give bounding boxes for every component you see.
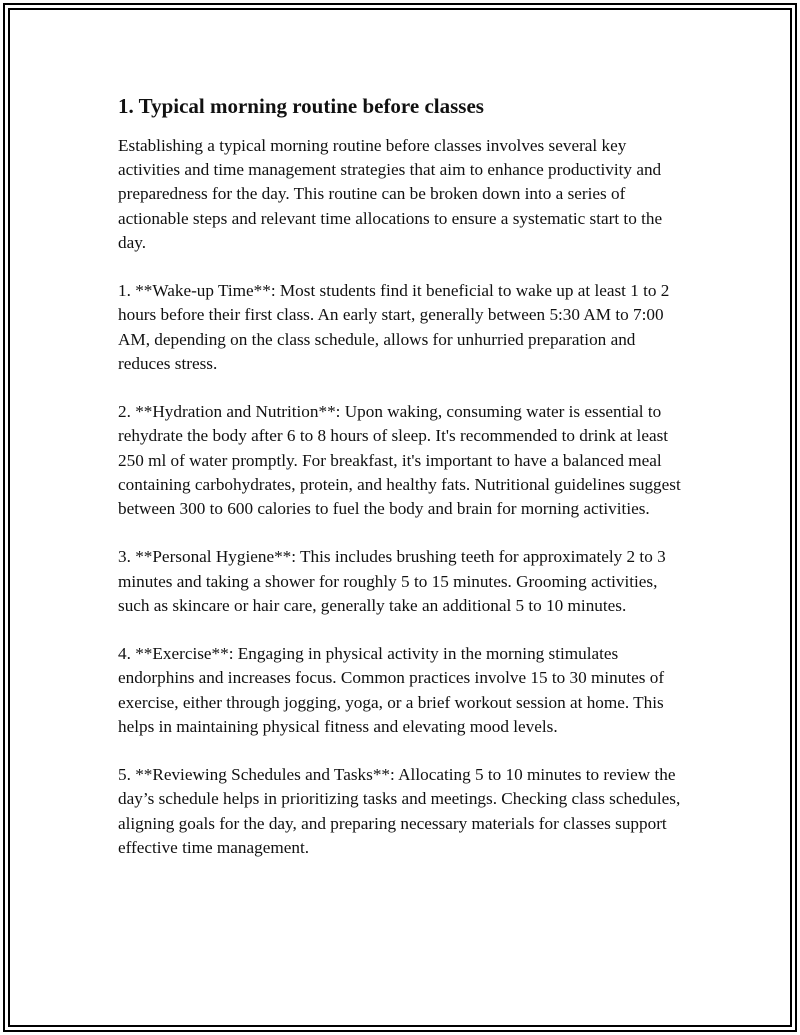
paragraph-wake-up-time: 1. **Wake-up Time**: Most students find it beneficial to wake up at least 1 to 2 hours before their first class. An early start, generally between 5:30 AM to 7:00 AM, depending on the class schedule, allows for unhurried preparation and reduces stress. xyxy=(118,281,670,373)
paragraph-exercise: 4. **Exercise**: Engaging in physical activity in the morning stimulates endorphins and increases focus. Common practices involve 15 to 30 minutes of exercise, either through jogging, yoga, or a brief workout session at home. This helps in maintaining physical fitness and elevating mood levels. xyxy=(118,644,665,736)
section-heading: 1. Typical morning routine before classes xyxy=(118,94,484,118)
document-body xyxy=(118,92,684,884)
paragraph-personal-hygiene: 3. **Personal Hygiene**: This includes brushing teeth for approximately 2 to 3 minutes and taking a shower for roughly 5 to 15 minutes. Grooming activities, such as skincare or hair care, generally take an additional 5 to 10 minutes. xyxy=(118,547,666,615)
paragraph-reviewing-schedules: 5. **Reviewing Schedules and Tasks**: Allocating 5 to 10 minutes to review the day’s schedule helps in prioritizing tasks and meetings. Checking class schedules, aligning goals for the day, and preparing necessary materials for classes support effective time management. xyxy=(118,765,681,857)
paragraph-hydration-nutrition: 2. **Hydration and Nutrition**: Upon waking, consuming water is essential to rehydrate the body after 6 to 8 hours of sleep. It's recommended to drink at least 250 ml of water promptly. For breakfast, it's important to have a balanced meal containing carbohydrates, protein, and healthy fats. Nutritional guidelines suggest between 300 to 600 calories to fuel the body and brain for morning activities. xyxy=(118,402,681,519)
intro-paragraph: Establishing a typical morning routine before classes involves several key activities and time management strategies that aim to enhance productivity and preparedness for the day. This routine can be broken down into a series of actionable steps and relevant time allocations to ensure a systematic start to the day. xyxy=(118,136,663,252)
